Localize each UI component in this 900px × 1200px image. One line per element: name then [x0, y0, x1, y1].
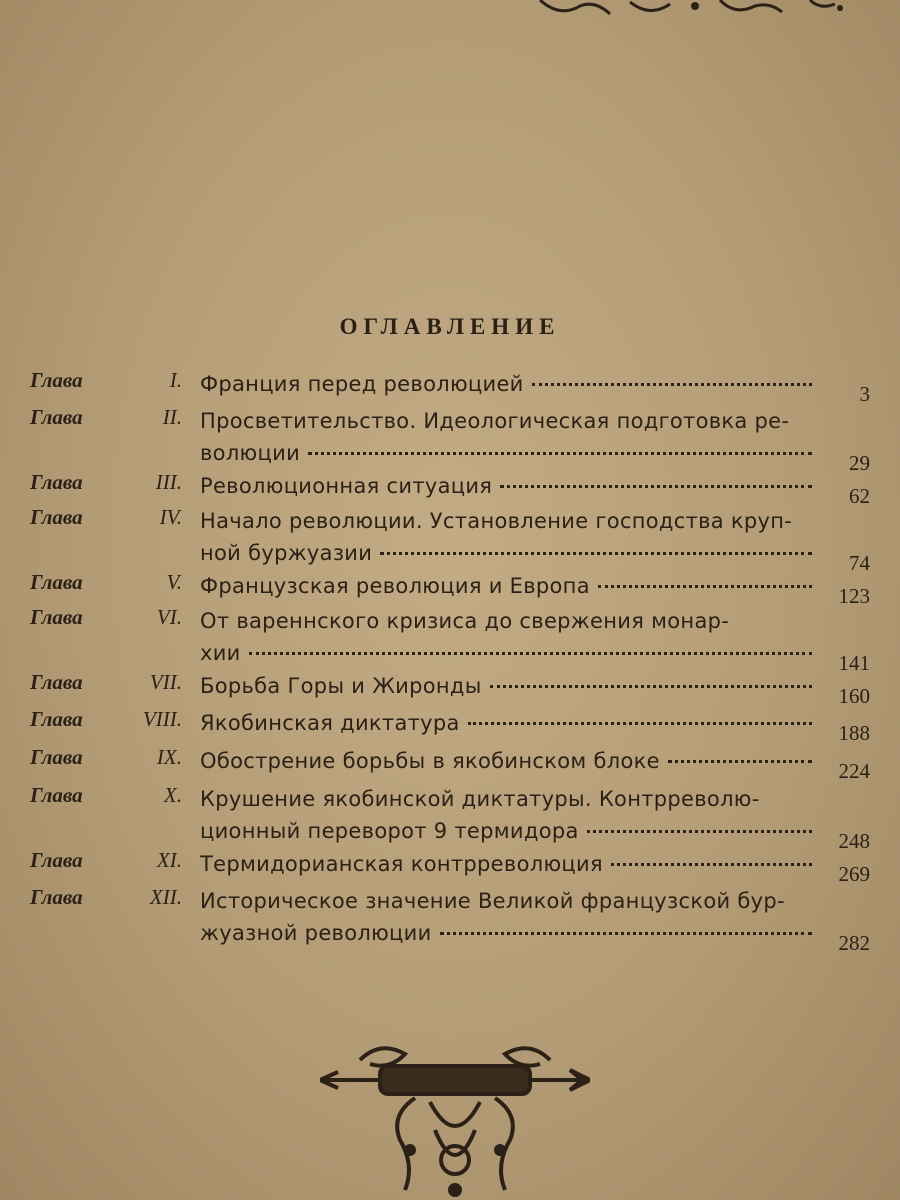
- chapter-title: [200, 368, 820, 400]
- chapter-title-line: Якобинская диктатура: [200, 711, 460, 735]
- chapter-label: Глава: [30, 570, 83, 594]
- chapter-number: XII.: [149, 885, 182, 909]
- dot-leader: [380, 552, 812, 555]
- chapter-title-line: Франция перед революцией: [200, 372, 524, 396]
- chapter-title: [200, 745, 820, 777]
- chapter-title-line: Крушение якобинской диктатуры. Контрреволю-: [200, 787, 760, 811]
- page-title: ОГЛАВЛЕНИЕ: [339, 314, 561, 339]
- dot-leader: [500, 485, 812, 488]
- chapter-title: [200, 470, 820, 502]
- chapter-number: VIII.: [142, 707, 182, 731]
- chapter-title-line: Просветительство. Идеологическая подготовка ре-: [200, 409, 790, 433]
- dot-leader: [490, 685, 812, 688]
- chapter-title-line: Термидорианская контрреволюция: [200, 852, 603, 876]
- chapter-number: III.: [155, 470, 182, 494]
- page-number: 224: [838, 759, 870, 783]
- chapter-title-line: Обострение борьбы в якобинском блоке: [200, 749, 660, 773]
- chapter-title: [200, 670, 820, 702]
- chapter-title: [200, 783, 820, 847]
- chapter-number: II.: [162, 405, 182, 429]
- chapter-number: V.: [166, 570, 182, 594]
- dot-leader: [598, 585, 812, 588]
- page-number: 74: [849, 551, 870, 575]
- chapter-title-line: От вареннского кризиса до свержения монар-: [200, 609, 730, 633]
- dot-leader: [440, 932, 812, 935]
- chapter-label: Глава: [30, 505, 83, 529]
- page-number: 269: [838, 862, 870, 886]
- chapter-label: Глава: [30, 470, 83, 494]
- chapter-title: [200, 505, 820, 569]
- dot-leader: [587, 830, 812, 833]
- page-number: 123: [838, 584, 870, 608]
- dot-leader: [532, 383, 812, 386]
- page-number: 160: [838, 684, 870, 708]
- chapter-title: [200, 707, 820, 739]
- chapter-title: [200, 605, 820, 669]
- chapter-title: [200, 885, 820, 949]
- chapter-title-line: Начало революции. Установление господства круп-: [200, 509, 793, 533]
- chapter-number: VI.: [156, 605, 182, 629]
- chapter-title-line: ционный переворот 9 термидора: [200, 819, 579, 843]
- page-number: 141: [838, 651, 870, 675]
- page-number: 188: [838, 721, 870, 745]
- bottom-ornament-vignette: [320, 1040, 590, 1200]
- chapter-label: Глава: [30, 405, 83, 429]
- chapter-number: VII.: [149, 670, 182, 694]
- dot-leader: [468, 722, 812, 725]
- chapter-title-line: хии: [200, 641, 241, 665]
- chapter-title-line: Историческое значение Великой французской бур-: [200, 889, 785, 913]
- page-number: 248: [838, 829, 870, 853]
- chapter-title-line: волюции: [200, 441, 301, 465]
- chapter-label: Глава: [30, 368, 83, 392]
- chapter-title: [200, 405, 820, 469]
- chapter-label: Глава: [30, 745, 83, 769]
- chapter-label: Глава: [30, 783, 83, 807]
- chapter-label: Глава: [30, 848, 83, 872]
- chapter-number: I.: [169, 368, 182, 392]
- chapter-label: Глава: [30, 605, 83, 629]
- chapter-label: Глава: [30, 707, 83, 731]
- chapter-label: Глава: [30, 885, 83, 909]
- page-number: 29: [849, 451, 870, 475]
- chapter-title-line: Французская революция и Европа: [200, 574, 590, 598]
- chapter-number: IV.: [159, 505, 182, 529]
- chapter-title-line: Революционная ситуация: [200, 474, 493, 498]
- chapter-number: X.: [163, 783, 182, 807]
- chapter-label: Глава: [30, 670, 83, 694]
- dot-leader: [249, 652, 812, 655]
- dot-leader: [611, 863, 812, 866]
- chapter-number: IX.: [156, 745, 182, 769]
- chapter-title-line: ной буржуазии: [200, 541, 373, 565]
- chapter-title-line: жуазной революции: [200, 921, 432, 945]
- page-number: 62: [849, 484, 870, 508]
- dot-leader: [308, 452, 812, 455]
- chapter-title-line: Борьба Горы и Жиронды: [200, 674, 482, 698]
- chapter-number: XI.: [156, 848, 182, 872]
- chapter-title: [200, 570, 820, 602]
- page-number: 282: [838, 931, 870, 955]
- chapter-title: [200, 848, 820, 880]
- dot-leader: [668, 760, 812, 763]
- page-number: 3: [859, 382, 870, 406]
